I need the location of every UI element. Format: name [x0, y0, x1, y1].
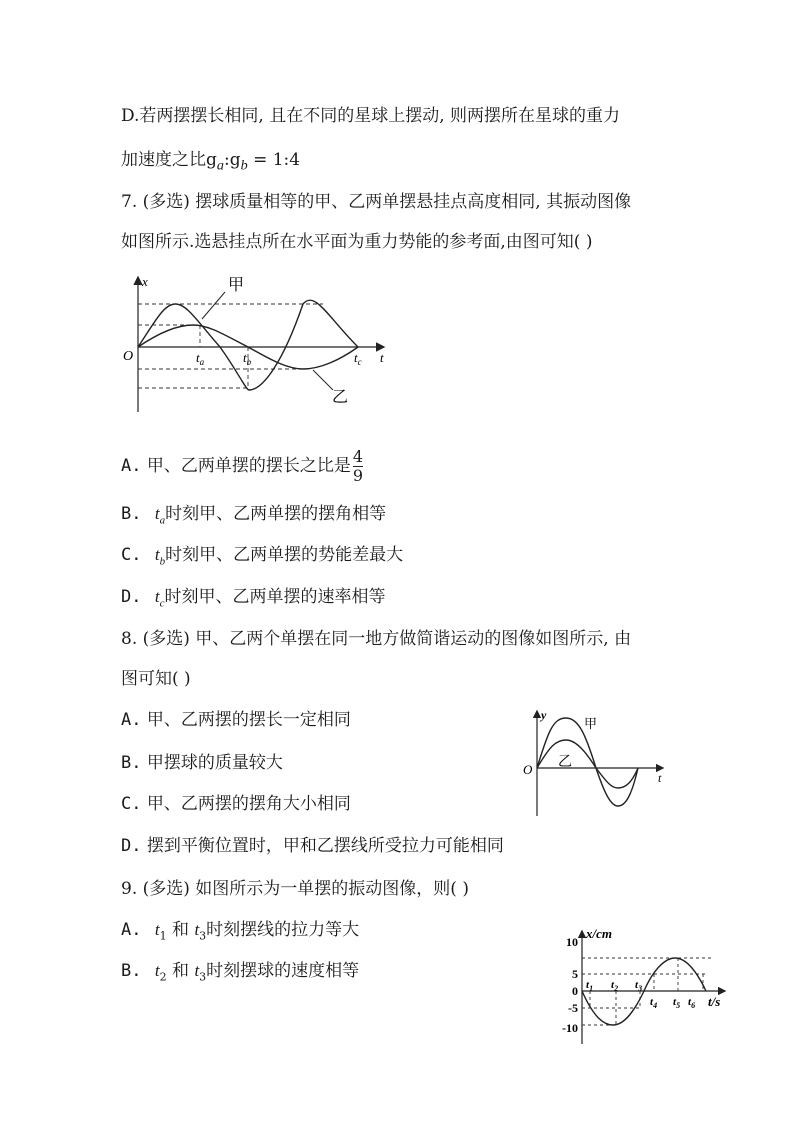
q7-a-text: 甲、乙两单摆的摆长之比是	[146, 456, 351, 476]
q7-c-letter: C.	[121, 545, 142, 565]
q7-d-letter: D.	[121, 587, 142, 607]
q7-d-t: t	[154, 587, 160, 606]
q8-y-label: y	[541, 708, 547, 722]
q9-t2: $t_2$	[611, 979, 619, 993]
q7-figure	[118, 272, 408, 420]
q8-c-text: 甲、乙两摆的摆角大小相同	[146, 794, 351, 814]
q9-stem: 9. (多选) 如图所示为一单摆的振动图像，则( )	[121, 879, 469, 899]
q7-c-sub: b	[159, 555, 166, 568]
q8-b-text: 甲摆球的质量较大	[146, 753, 283, 773]
q8-option-c	[121, 792, 351, 816]
q9-t6: $t_6$	[688, 996, 696, 1010]
q8-option-d	[121, 834, 504, 858]
q9-a-letter: A.	[121, 920, 142, 940]
q7-option-c	[121, 543, 403, 573]
q9-tick-5: 5	[572, 967, 578, 981]
q9-t-label: t/s	[708, 994, 721, 1009]
q8-figure	[520, 706, 670, 818]
q8-a-text: 甲、乙两摆的摆长一定相同	[146, 710, 351, 730]
q7-origin-label: O	[123, 349, 134, 364]
q9-tick-0: 0	[572, 984, 578, 998]
q8-d-letter: D.	[121, 836, 142, 856]
q7-label-jia: 甲	[228, 277, 245, 294]
q9-t-markers	[586, 979, 695, 1010]
q9-a-sub2: 3	[199, 929, 207, 943]
q8-a-letter: A.	[121, 710, 142, 730]
q7-label-yi: 乙	[332, 389, 349, 406]
q6-colon: :g	[223, 150, 241, 170]
q6-option-d-line2	[121, 148, 300, 177]
q7-dashed-guides	[138, 304, 323, 388]
q9-b-sub1: 2	[159, 970, 167, 984]
q9-tick-labels	[562, 935, 578, 1035]
q7-x-label: x	[142, 274, 148, 289]
q9-a-text: 时刻摆线的拉力等大	[206, 920, 360, 940]
q7-stem-line1: 7. (多选) 摆球质量相等的甲、乙两单摆悬挂点高度相同, 其振动图像	[121, 192, 632, 212]
q7-tc-label: $t_c$	[354, 350, 362, 367]
q7-stem-line2: 如图所示.选悬挂点所在水平面为重力势能的参考面,由图可知( )	[121, 232, 593, 252]
q8-c-letter: C.	[121, 794, 142, 814]
q9-a-t2: t	[194, 920, 200, 939]
q8-label-yi: 乙	[558, 755, 572, 770]
q7-t-label: t	[380, 350, 384, 365]
q8-origin-label: O	[523, 762, 533, 777]
q7-a-letter: A.	[121, 456, 142, 476]
q9-b-t1: t	[154, 961, 160, 980]
q9-a-sub1: 1	[159, 929, 167, 943]
q7-leader-yi	[313, 370, 333, 390]
q8-stem-line2: 图可知( )	[121, 669, 191, 689]
q8-option-b	[121, 751, 283, 775]
q9-a-and: 和	[166, 920, 195, 940]
q7-d-sub: c	[159, 597, 165, 610]
q7-ta-label: $t_a$	[196, 350, 205, 367]
q9-b-t2: t	[194, 961, 200, 980]
q9-figure	[548, 928, 738, 1046]
q8-label-jia: 甲	[584, 716, 598, 731]
q7-b-text: 时刻甲、乙两单摆的摆角相等	[165, 504, 387, 524]
q7-tb-label: $t_b$	[243, 350, 252, 367]
q7-a-den: 9	[352, 466, 364, 485]
q6-ratio: = 1:4	[247, 150, 301, 170]
q7-a-fraction	[353, 448, 363, 485]
q7-option-d	[121, 585, 386, 615]
q9-b-sub2: 3	[199, 970, 207, 984]
q7-d-text: 时刻甲、乙两单摆的速率相等	[164, 587, 386, 607]
q9-a-t1: t	[154, 920, 160, 939]
q8-option-a	[121, 708, 351, 732]
q6-sub-b: b	[240, 157, 248, 174]
q7-leader-jia	[202, 292, 225, 319]
q7-b-letter: B.	[121, 504, 142, 524]
q9-b-letter: B.	[121, 961, 142, 981]
q9-t1: $t_1$	[586, 979, 594, 993]
q9-b-text: 时刻摆球的速度相等	[206, 961, 360, 981]
q9-tick-m5: -5	[568, 1001, 578, 1015]
q8-curve-jia	[537, 718, 638, 806]
q8-t-label: t	[658, 771, 662, 785]
q8-stem-line1: 8. (多选) 甲、乙两个单摆在同一地方做简谐运动的图像如图所示, 由	[121, 629, 632, 649]
q9-t4: $t_4$	[650, 996, 658, 1010]
q7-c-t: t	[154, 545, 160, 564]
q9-t3: $t_3$	[635, 979, 643, 993]
q8-d-text: 摆到平衡位置时，甲和乙摆线所受拉力可能相同	[146, 836, 504, 856]
q9-y-label: x/cm	[586, 928, 612, 941]
q7-option-b	[121, 502, 386, 532]
q8-curve-yi	[537, 740, 638, 788]
q9-option-a	[121, 918, 359, 948]
q6-line2-text: 加速度之比g	[121, 150, 217, 170]
q7-a-num: 4	[352, 447, 364, 466]
q9-t5: $t_5$	[673, 996, 681, 1010]
q9-tick-m10: -10	[562, 1021, 578, 1035]
q6-sub-a: a	[216, 157, 224, 174]
q7-option-a	[121, 448, 363, 485]
q7-b-t: t	[154, 504, 160, 523]
q9-tick-10: 10	[566, 935, 578, 949]
q9-b-and: 和	[166, 961, 195, 981]
q6-option-d-line1: D.若两摆摆长相同, 且在不同的星球上摆动, 则两摆所在星球的重力	[121, 106, 621, 126]
q7-b-sub: a	[159, 514, 166, 527]
q9-option-b	[121, 959, 359, 989]
q8-b-letter: B.	[121, 753, 142, 773]
q7-c-text: 时刻甲、乙两单摆的势能差最大	[165, 545, 404, 565]
